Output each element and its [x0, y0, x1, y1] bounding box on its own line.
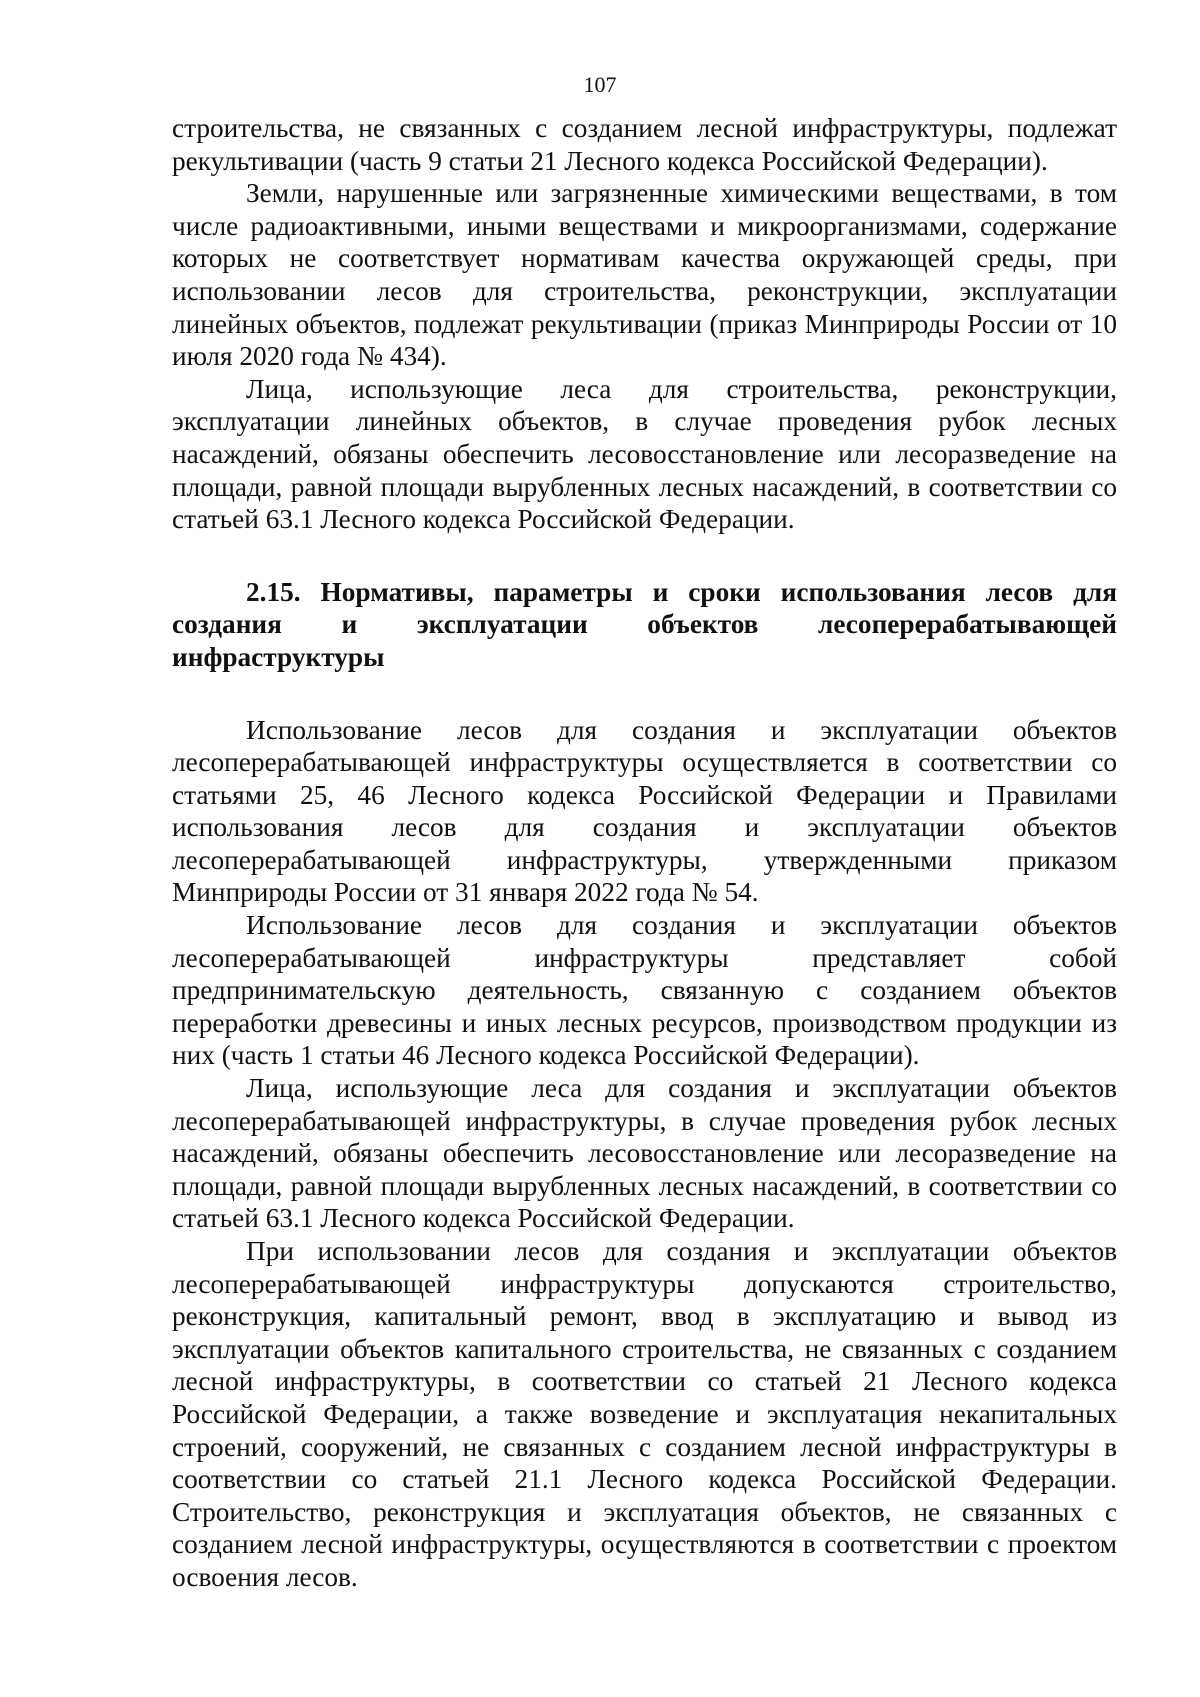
paragraph: Лица, использующие леса для строительства, реконструкции, эксплуатации линейных объектов, в случае проведения рубок лесных насаждений, обязаны обеспечить лесовосстановление или лесоразведение на площади, равной площади вырубленных лесных насаждений, в соответствии со статьей 63.1 Лесного кодекса Российской Федерации. [172, 373, 1117, 535]
paragraph-continuation: строительства, не связанных с созданием лесной инфраструктуры, подлежат рекультивации (часть 9 статьи 21 Лесного кодекса Российской Федерации). [172, 113, 1117, 176]
paragraph: Земли, нарушенные или загрязненные химическими веществами, в том числе радиоактивными, иными веществами и микроорганизмами, содержание которых не соответствует нормативам качества окружающей среды, при использовании лесов для строительства, реконструкции, эксплуатации линейных объектов, подлежат рекультивации (приказ Минприроды России от 10 июля 2020 года № 434). [172, 178, 1117, 372]
paragraph: Лица, использующие леса для создания и эксплуатации объектов лесоперерабатывающей инфраструктуры, в случае проведения рубок лесных насаждений, обязаны обеспечить лесовосстановление или лесоразведение на площади, равной площади вырубленных лесных насаждений, в соответствии со статьей 63.1 Лесного кодекса Российской Федерации. [172, 1073, 1117, 1234]
paragraph: Использование лесов для создания и эксплуатации объектов лесоперерабатывающей инфраструктуры осуществляется в соответствии со статьями 25, 46 Лесного кодекса Российской Федерации и Правилами использования лесов для создания и эксплуатации объектов лесоперерабатывающей инфраструктуры, утвержденными приказом Минприроды России от 31 января 2022 года № 54. [172, 714, 1117, 908]
document-body [172, 112, 1117, 1594]
page-number: 107 [583, 72, 617, 97]
section-heading: 2.15. Нормативы, параметры и сроки использования лесов для создания и эксплуатации объектов лесоперерабатывающей инфраструктуры [172, 576, 1117, 672]
paragraph: При использовании лесов для создания и эксплуатации объектов лесоперерабатывающей инфраструктуры допускаются строительство, реконструкция, капитальный ремонт, ввод в эксплуатацию и вывод из эксплуатации объектов капитального строительства, не связанных с созданием лесной инфраструктуры, в соответствии со статьей 21 Лесного кодекса Российской Федерации, а также возведение и эксплуатация некапитальных строений, сооружений, не связанных с созданием лесной инфраструктуры в соответствии со статьей 21.1 Лесного кодекса Российской Федерации. Строительство, реконструкция и эксплуатация объектов, не связанных с созданием лесной инфраструктуры, осуществляются в соответствии с проектом освоения лесов. [172, 1236, 1117, 1592]
paragraph: Использование лесов для создания и эксплуатации объектов лесоперерабатывающей инфраструктуры представляет собой предпринимательскую деятельность, связанную с созданием объектов переработки древесины и иных лесных ресурсов, производством продукции из них (часть 1 статьи 46 Лесного кодекса Российской Федерации). [172, 910, 1117, 1071]
